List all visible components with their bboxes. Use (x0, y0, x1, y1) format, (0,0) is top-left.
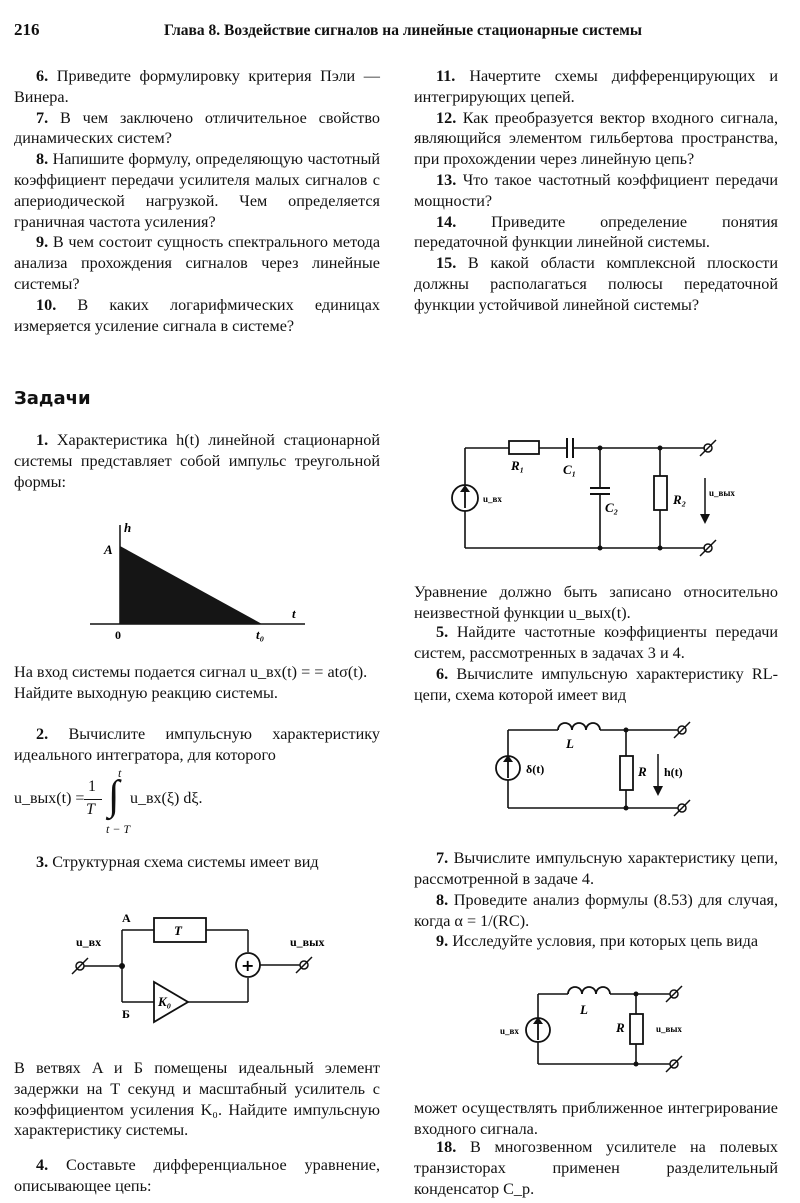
question-10: 10. В каких логарифмических единицах измеряется усиление сигнала в системе? (14, 295, 381, 335)
rl-circuit (488, 722, 698, 822)
rc-circuit (445, 428, 735, 558)
h-label: h(t) (664, 765, 683, 779)
task-3-continued: В ветвях A и Б помещены идеальный элемент задержки на T секунд и масштабный усилитель с коэффициентом усиления K₀. Найдите импульсную характеристику системы. (14, 1059, 380, 1140)
r1-label: R₁ (511, 458, 525, 473)
left-questions (14, 66, 380, 336)
task-9: 9. Исследуйте условия, при которых цепь вида (436, 932, 759, 950)
task-1-continued: На вход системы подается сигнал u_вх(t) = = atσ(t). Найдите выходную реакцию системы. (14, 663, 368, 702)
resistor-r1 (509, 441, 539, 454)
integral-sign: ∫ (108, 773, 120, 819)
src-label: u_вх (483, 494, 502, 504)
delta-label: δ(t) (526, 762, 545, 776)
axis-h-label: h (124, 520, 132, 535)
task-6: 6. Вычислите импульсную характеристику RL-цепи, схема которой имеет вид (414, 665, 779, 704)
chapter-title: Глава 8. Воздействие сигналов на линейные стационарные системы (164, 22, 642, 39)
task-2: 2. Вычислите импульсную характеристику идеального интегратора, для которого (14, 725, 380, 764)
integral-lhs: u_вых(t) = (14, 790, 85, 807)
task-7: 7. Вычислите импульсную характеристику цепи, рассмотренной в задаче 4. (414, 849, 778, 888)
branch-b-label: Б (122, 1007, 130, 1021)
question-6: 6. Приведите формулировку критерия Пэли — Винера. (14, 67, 380, 106)
axis-t-label: t (292, 606, 296, 621)
input-label: u_вх (76, 935, 102, 949)
question-7: 7. В чем заключено отличительное свойство динамических систем? (14, 108, 381, 148)
lr-integrator-circuit (500, 988, 700, 1074)
task-4-continued: Уравнение должно быть записано относительно неизвестной функции u_вых(t). (414, 583, 778, 622)
resistor-r2 (654, 476, 667, 510)
inductor-l (568, 987, 610, 994)
task-8: 8. Проведите анализ формулы (8.53) для случая, когда α = 1/(RC). (414, 891, 778, 930)
r-label: R (638, 764, 647, 779)
out-label: u_вых (709, 488, 735, 498)
fraction-bar (84, 799, 102, 800)
branch-a-label: А (122, 911, 131, 925)
sum-label: + (241, 956, 255, 975)
c2-label: C₂ (605, 500, 619, 515)
integral-upper: t (118, 766, 122, 780)
page-number: 216 (14, 20, 40, 39)
gain-label: K₀ (158, 994, 172, 1009)
l-label: L (566, 736, 574, 751)
task-5: 5. Найдите частотные коэффициенты передачи систем, рассмотренных в задачах 3 и 4. (414, 623, 779, 662)
integrand: u_вх(ξ) dξ. (130, 790, 203, 807)
section-title: Задачи (14, 388, 91, 409)
task-1: 1. Характеристика h(t) линейной стационарной системы представляет собой импульс треугольной формы: (14, 431, 381, 491)
r2-label: R₂ (673, 492, 687, 507)
question-9: 9. В чем состоит сущность спектрального метода анализа прохождения сигналов через линейные системы? (14, 233, 381, 293)
t0-label: t₀ (256, 627, 265, 642)
inductor-l (558, 723, 600, 730)
peak-label: A (104, 542, 113, 557)
frac-den: T (86, 801, 95, 818)
question-11: 11. Начертите схемы дифференцирующих и интегрирующих цепей. (414, 67, 778, 106)
triangle-pulse-graph (80, 520, 310, 645)
frac-num: 1 (88, 778, 96, 795)
triangle-pulse-area (120, 546, 262, 624)
page-header (14, 14, 786, 42)
task-4: 4. Составьте дифференциальное уравнение, описывающее цепь: (14, 1156, 380, 1195)
question-13: 13. Что такое частотный коэффициент передачи мощности? (414, 170, 778, 210)
l-label: L (580, 1002, 588, 1017)
question-12: 12. Как преобразуется вектор входного сигнала, являющийся элементом гильбертова пространства, при прохождении через линейную цепь? (414, 108, 778, 169)
question-8: 8. Напишите формулу, определяющую частотный коэффициент передачи усилителя малых сигналов с апериодической нагрузкой. Чем определяется граничная частота усиления? (14, 150, 380, 231)
origin-label: 0 (115, 628, 121, 642)
task-3: 3. Структурная схема системы имеет вид (36, 853, 319, 871)
task-9-continued: может осуществлять приближенное интегрирование входного сигнала. (414, 1099, 778, 1138)
integral-lower: t − T (106, 822, 131, 836)
src-label: u_вх (500, 1026, 519, 1036)
right-questions (414, 66, 778, 316)
output-label: u_вых (290, 935, 325, 949)
question-14: 14. Приведите определение понятия передаточной функции линейной системы. (414, 212, 778, 252)
r-label: R (616, 1020, 625, 1035)
block-diagram (68, 902, 338, 1032)
task-18: 18. В многозвенном усилителе на полевых транзисторах применен разделительный конденсатор C_p. (414, 1138, 778, 1198)
delay-label: T (174, 923, 182, 938)
out-label: u_вых (656, 1024, 682, 1034)
resistor-r (620, 756, 633, 790)
question-15: 15. В какой области комплексной плоскости должны располагаться полюсы передаточной функции устойчивой линейной системы? (414, 254, 778, 314)
resistor-r (630, 1014, 643, 1044)
c1-label: C₁ (563, 462, 577, 477)
